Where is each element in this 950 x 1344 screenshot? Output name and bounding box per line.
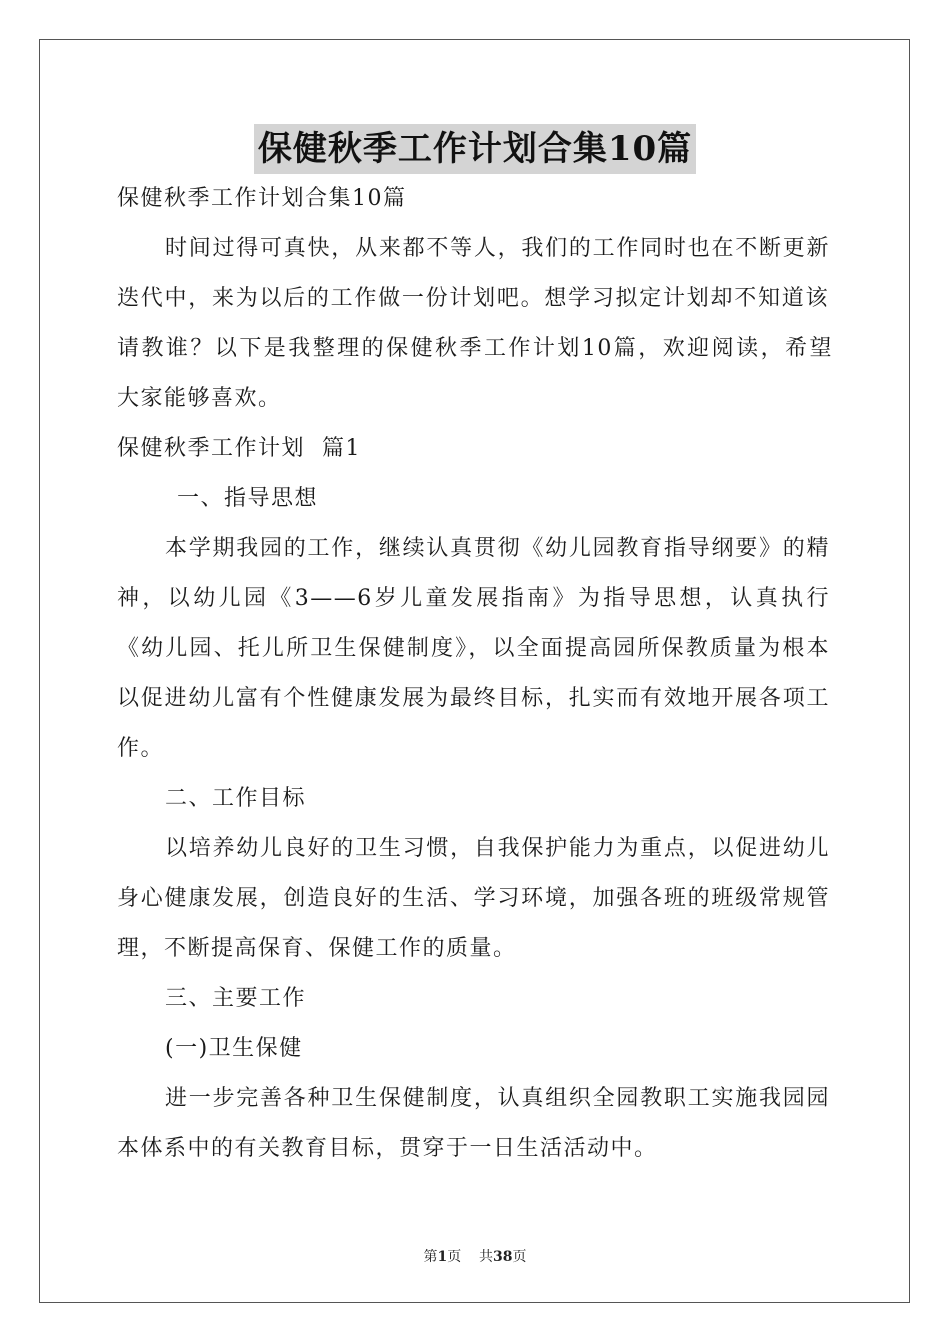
- title-container: [0, 124, 950, 174]
- subsection-heading: 三、主要工作: [165, 986, 307, 1011]
- paragraph-line: 身心健康发展，创造良好的生活、学习环境，加强各班的班级常规管: [117, 886, 830, 911]
- page-label-suffix: 页: [512, 1249, 527, 1265]
- paragraph-line: 神，以幼儿园《3——6岁儿童发展指南》为指导思想，认真执行: [117, 586, 830, 611]
- subsection-heading: 一、指导思想: [177, 486, 319, 511]
- page-current: 1: [437, 1249, 448, 1265]
- page-total: 38: [493, 1249, 513, 1265]
- paragraph-line: 进一步完善各种卫生保健制度，认真组织全园教职工实施我园园: [165, 1086, 830, 1111]
- paragraph-line: 理，不断提高保育、保健工作的质量。: [117, 936, 517, 961]
- page-footer: [0, 1248, 950, 1266]
- section-heading: 保健秋季工作计划 篇1: [117, 436, 361, 461]
- document-title: 保健秋季工作计划合集10篇: [254, 124, 696, 174]
- paragraph-line: 《幼儿园、托儿所卫生保健制度》，以全面提高园所保教质量为根本: [117, 636, 830, 661]
- paragraph-line: 作。: [117, 736, 165, 761]
- paragraph-line: 本体系中的有关教育目标，贯穿于一日生活活动中。: [117, 1136, 658, 1161]
- page-label-prefix: 第: [423, 1249, 438, 1265]
- subsection-heading: 二、工作目标: [165, 786, 307, 811]
- subsection-heading: (一)卫生保健: [165, 1036, 303, 1061]
- paragraph-line: 以促进幼儿富有个性健康发展为最终目标，扎实而有效地开展各项工: [117, 686, 830, 711]
- paragraph-line: 迭代中，来为以后的工作做一份计划吧。想学习拟定计划却不知道该: [117, 286, 829, 311]
- paragraph-line: 大家能够喜欢。: [117, 386, 282, 411]
- paragraph-line: 请教谁？以下是我整理的保健秋季工作计划10篇，欢迎阅读，希望: [117, 336, 833, 361]
- paragraph-line: 本学期我园的工作，继续认真贯彻《幼儿园教育指导纲要》的精: [165, 536, 830, 561]
- paragraph-line: 以培养幼儿良好的卫生习惯，自我保护能力为重点，以促进幼儿: [165, 836, 830, 861]
- paragraph-line: 时间过得可真快，从来都不等人，我们的工作同时也在不断更新: [165, 236, 830, 261]
- document-subtitle: 保健秋季工作计划合集10篇: [117, 186, 407, 211]
- page-label-mid: 页 共: [447, 1249, 494, 1265]
